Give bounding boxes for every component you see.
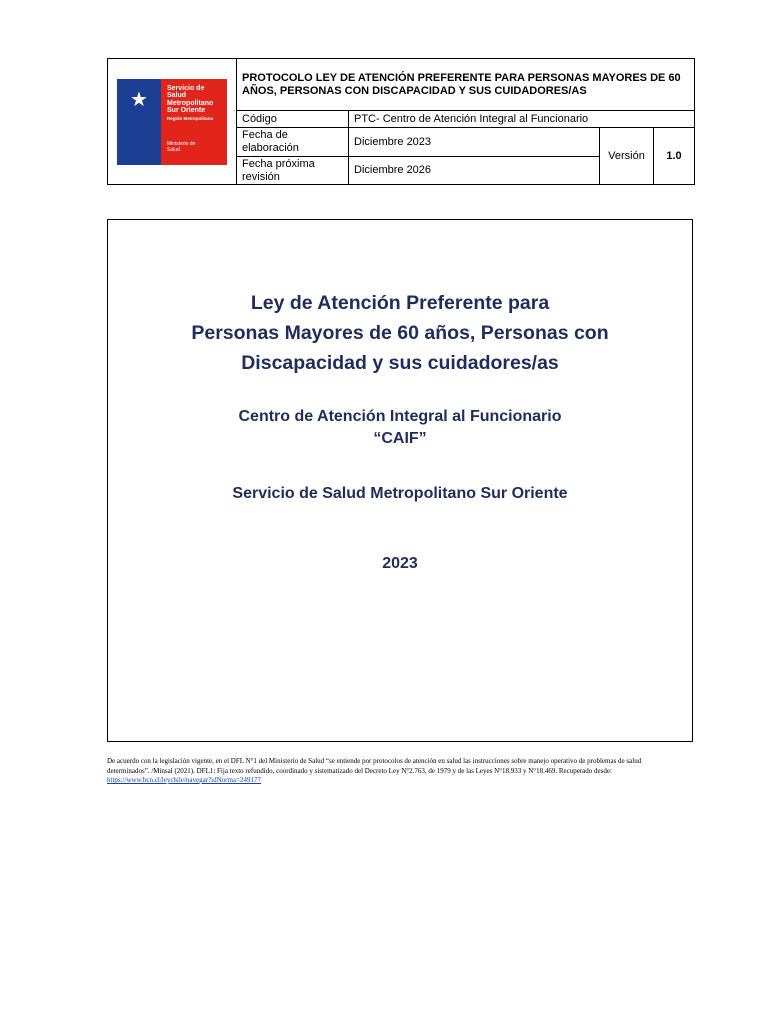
code-label: Código	[237, 111, 349, 128]
ssmso-logo	[117, 79, 227, 165]
version-label: Versión	[600, 128, 654, 185]
footnote	[107, 757, 667, 786]
ministry-text: Ministerio de Salud	[167, 140, 196, 153]
date-label: Fecha de elaboración	[237, 128, 349, 157]
center-name: Centro de Atención Integral al Funcionario “CAIF”	[238, 408, 562, 447]
logo-text: Servicio de Salud Metropolitano Sur Oriente Región Metropolitana	[167, 84, 214, 121]
document-header-table	[107, 58, 695, 185]
source-link[interactable]: https://www.bcn.cl/leychile/navegar?idNorma=249177	[107, 776, 261, 784]
protocol-title: PROTOCOLO LEY DE ATENCIÓN PREFERENTE PARA PERSONAS MAYORES DE 60 AÑOS, PERSONAS CON DISCAPACIDAD Y SUS CUIDADORES/AS	[237, 59, 695, 111]
date-value: Diciembre 2023	[349, 128, 600, 157]
document-title: Ley de Atención Preferente para Personas Mayores de 60 años, Personas con Discapacidad y sus cuidadores/as	[191, 292, 609, 374]
service-name: Servicio de Salud Metropolitano Sur Oriente	[232, 485, 568, 502]
next-review-label: Fecha próxima revisión	[237, 157, 349, 185]
cover-box	[107, 219, 693, 742]
next-review-value: Diciembre 2026	[349, 157, 600, 185]
version-value: 1.0	[654, 128, 695, 185]
footnote-text: De acuerdo con la legislación vigente, en el DFL N°1 del Ministerio de Salud “se entiende por protocolos de atención en salud las instrucciones sobre manejo operativo de problemas de salud determinados”. /Minsal (2021). DFL1: Fija texto refundido, coordinado y sistematizado del Decreto Ley N°2.763, de 1979 y de las Leyes N°18.933 y N°18.469. Recuperado desde:	[107, 757, 642, 775]
document-year: 2023	[382, 555, 418, 572]
code-value: PTC- Centro de Atención Integral al Funcionario	[349, 111, 695, 128]
logo-cell	[108, 59, 237, 185]
chile-crest-icon: ★	[130, 88, 148, 111]
